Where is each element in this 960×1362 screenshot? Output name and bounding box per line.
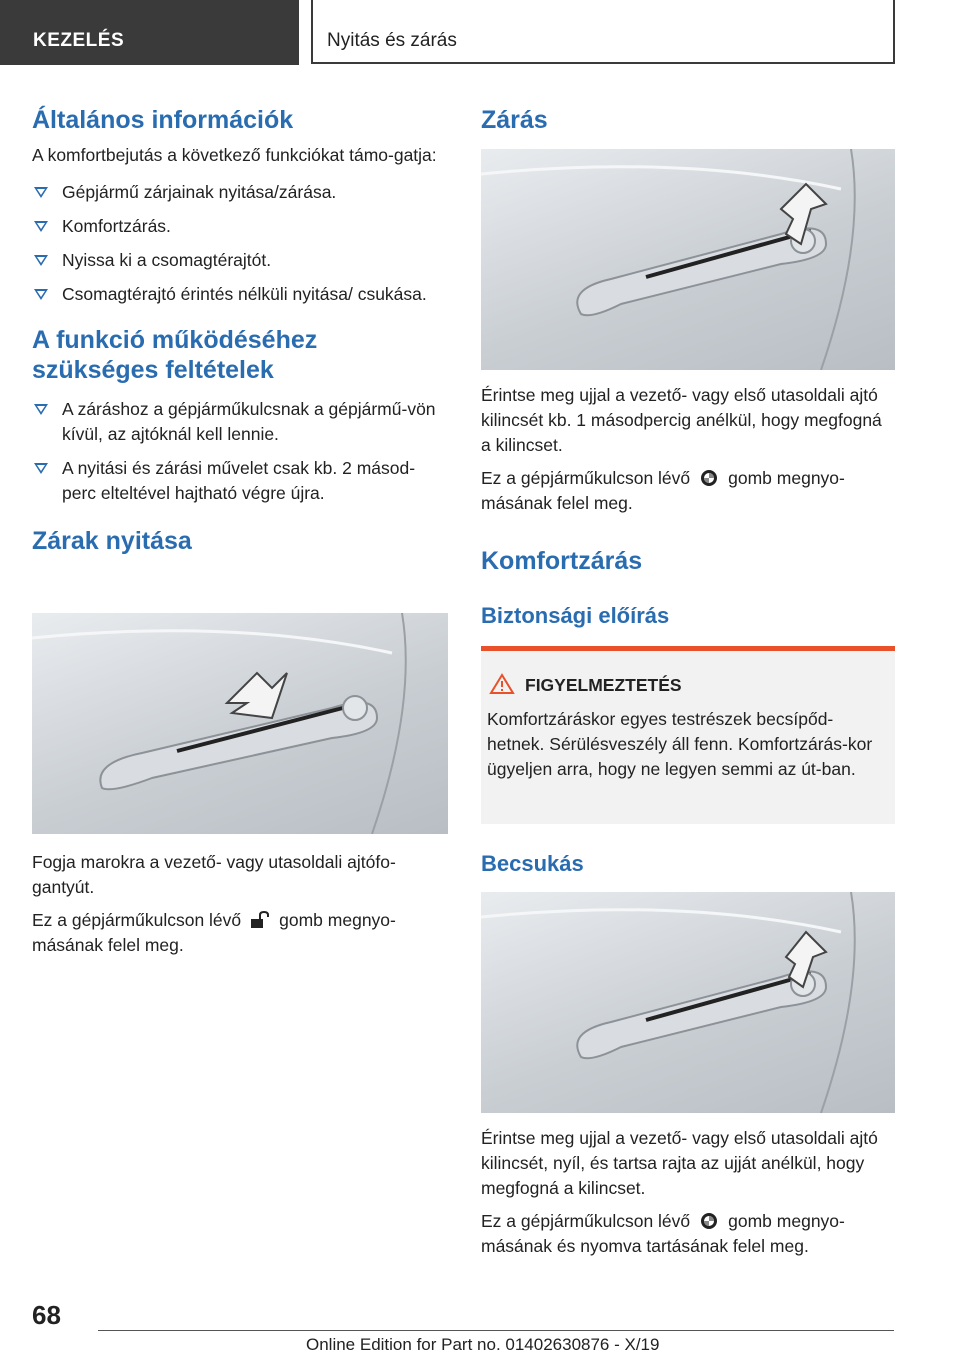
heading-closing: Becsukás — [481, 851, 584, 876]
bullet-icon — [34, 404, 48, 415]
heading-unlocking: Zárak nyitása — [32, 527, 192, 555]
footer-edition: Online Edition for Part no. 01402630876 - X/19 — [306, 1335, 660, 1354]
warning-text: Komfortzáráskor egyes testrészek becsípőd-hetnek. Sérülésveszély áll fenn. Komfortzárás-kor ügyeljen arra, hogy ne legyen semmi az út-ban. — [487, 709, 873, 779]
lock-text: Érintse meg ujjal a vezető- vagy első utasoldali ajtó kilincsét kb. 1 másodpercig anélkül, hogy megfogná a kilincset. — [481, 385, 882, 455]
heading-comfort: Komfortzárás — [481, 547, 643, 575]
list-item: Nyissa ki a csomagtérajtót. — [32, 248, 448, 273]
bullet-icon — [34, 187, 48, 198]
close-key-text: Ez a gépjárműkulcson lévő gomb megnyo-másának és nyomva tartásának felel meg. — [481, 1211, 845, 1256]
close-text: Érintse meg ujjal a vezető- vagy első utasoldali ajtó kilincsét, nyíl, és tartsa rajta az ujját anélkül, hogy megfogná a kilincset. — [481, 1128, 878, 1198]
lock-key-text: Ez a gépjárműkulcson lévő gomb megnyo-másának felel meg. — [481, 468, 845, 513]
warning-title: FIGYELMEZTETÉS — [525, 675, 682, 695]
bullet-icon — [34, 289, 48, 300]
heading-requirements: A funkció működéséhez szükséges feltételek — [32, 326, 318, 384]
chapter-tab — [311, 0, 895, 64]
list-item: A záráshoz a gépjárműkulcsnak a gépjármű-vön kívül, az ajtóknál kell lennie. — [32, 397, 448, 447]
chapter-title: Nyitás és zárás — [327, 30, 457, 51]
bmw-logo-icon — [698, 469, 720, 487]
bullet-icon — [34, 221, 48, 232]
section-title: KEZELÉS — [33, 30, 125, 51]
warning-box — [481, 646, 895, 824]
list-item: A nyitási és zárási művelet csak kb. 2 másod-perc elteltével hajtható végre újra. — [32, 456, 448, 506]
list-item: Gépjármű zárjainak nyitása/zárása. — [32, 180, 448, 205]
unlock-text: Fogja marokra a vezető- vagy utasoldali ajtófo-gantyút. — [32, 852, 396, 897]
bmw-logo-icon — [698, 1212, 720, 1230]
unlock-icon — [249, 911, 271, 929]
door-handle-illustration — [481, 892, 895, 1113]
door-handle-image-unlock — [32, 613, 448, 834]
general-list — [32, 180, 448, 307]
heading-general: Általános információk — [32, 106, 294, 134]
door-handle-image-close — [481, 892, 895, 1113]
bullet-icon — [34, 255, 48, 266]
close-text-block — [481, 1126, 895, 1259]
requirements-list — [32, 397, 448, 506]
general-intro: A komfortbejutás a következő funkciókat támo-gatja: — [32, 145, 437, 165]
lock-text-block — [481, 383, 895, 630]
closing-section — [481, 850, 895, 878]
list-item: Csomagtérajtó érintés nélküli nyitása/ csukása. — [32, 282, 448, 307]
warning-icon — [489, 673, 515, 700]
right-column — [481, 105, 895, 135]
heading-safety: Biztonsági előírás — [481, 603, 670, 628]
unlock-key-text: Ez a gépjárműkulcson lévő gomb megnyo-másának felel meg. — [32, 910, 396, 955]
footer-divider — [98, 1330, 894, 1331]
left-column — [32, 105, 448, 556]
page-number: 68 — [32, 1300, 61, 1330]
section-tab — [0, 0, 299, 65]
door-handle-image-lock — [481, 149, 895, 370]
door-handle-illustration — [481, 149, 895, 370]
bullet-icon — [34, 463, 48, 474]
heading-locking: Zárás — [481, 106, 548, 134]
door-handle-illustration — [32, 613, 448, 834]
unlock-text-block — [32, 850, 448, 958]
list-item: Komfortzárás. — [32, 214, 448, 239]
